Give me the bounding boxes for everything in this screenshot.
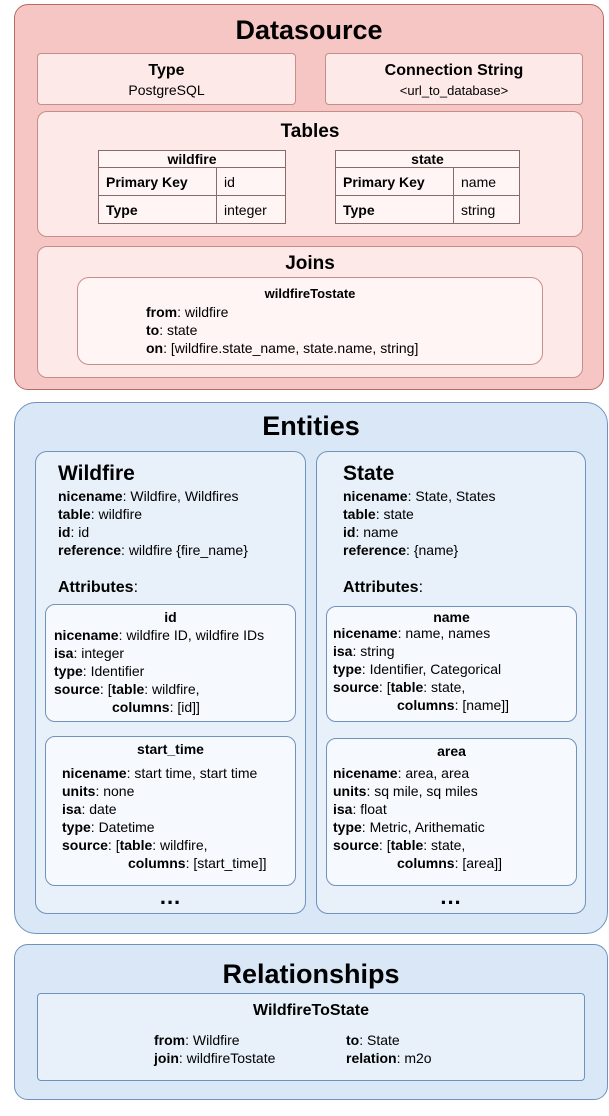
pk-value: id (217, 168, 286, 196)
table-name: state (336, 151, 520, 168)
entity-name: Wildfire (58, 462, 135, 485)
entity-nicename: nicename: Wildfire, Wildfires (58, 488, 239, 504)
attr-line: source: [table: state, (333, 679, 466, 695)
attr-line: columns: [start_time]] (128, 855, 267, 871)
entity-table: table: state (343, 506, 414, 522)
attr-line: columns: [area]] (397, 855, 503, 871)
entity-id: id: name (343, 524, 399, 540)
type-label: Type (336, 196, 454, 224)
type-label: Type (99, 196, 217, 224)
entity-name: State (343, 462, 395, 485)
attr-line: isa: date (62, 801, 117, 817)
pk-label: Primary Key (336, 168, 454, 196)
entities-panel (14, 402, 608, 934)
attr-line: type: Identifier, Categorical (333, 661, 502, 677)
attr-line: nicename: wildfire ID, wildfire IDs (54, 627, 265, 643)
joins-box (37, 246, 583, 378)
attribute-area (326, 738, 577, 886)
attr-line: nicename: area, area (333, 765, 470, 781)
relationship-name: WildfireToState (252, 1002, 369, 1019)
more-ellipsis: ... (159, 884, 182, 909)
attribute-name: start_time (137, 741, 204, 757)
table-name: wildfire (99, 151, 286, 168)
table-wildfire (98, 150, 286, 224)
entity-state (316, 451, 586, 914)
entity-table: table: wildfire (58, 506, 143, 522)
attribute-name: id (164, 609, 177, 625)
datasource-panel (14, 4, 604, 390)
join-card (77, 277, 543, 365)
attr-line: source: [table: state, (333, 837, 466, 853)
connection-value: <url_to_database> (399, 83, 509, 98)
type-value: string (454, 196, 520, 224)
attr-line: isa: integer (54, 645, 125, 661)
type-value: integer (217, 196, 286, 224)
attr-line: isa: float (333, 801, 387, 817)
entity-reference: reference: wildfire {fire_name} (58, 542, 248, 558)
relationship-to: to: State (346, 1032, 400, 1048)
pk-label: Primary Key (99, 168, 217, 196)
relationship-join: join: wildfireTostate (154, 1050, 276, 1066)
join-on: on: [wildfire.state_name, state.name, string] (146, 340, 419, 356)
entities-title: Entities (262, 411, 360, 441)
attr-line: columns: [id]] (112, 699, 200, 715)
entity-id: id: id (58, 524, 90, 540)
pk-value: name (454, 168, 520, 196)
relationship-card (37, 993, 585, 1081)
attribute-name: area (437, 743, 466, 759)
attr-line: units: none (62, 783, 135, 799)
tables-box (37, 111, 583, 237)
attr-line: source: [table: wildfire, (62, 837, 208, 853)
table-state (335, 150, 520, 224)
attr-line: type: Datetime (62, 819, 155, 835)
attr-line: type: Metric, Arithematic (333, 819, 485, 835)
relationships-panel (14, 944, 608, 1100)
attr-line: nicename: start time, start time (62, 765, 258, 781)
entity-nicename: nicename: State, States (343, 488, 496, 504)
attr-line: isa: string (333, 643, 395, 659)
tables-title: Tables (280, 121, 340, 142)
join-name: wildfireTostate (264, 286, 356, 301)
attribute-name-card (326, 606, 577, 722)
attr-line: type: Identifier (54, 663, 145, 679)
entity-reference: reference: {name} (343, 542, 459, 558)
attr-line: nicename: name, names (333, 625, 491, 641)
type-box (37, 53, 296, 105)
relationship-from: from: Wildfire (154, 1032, 240, 1048)
type-value: PostgreSQL (128, 82, 205, 98)
joins-title: Joins (285, 253, 335, 274)
relationships-title: Relationships (222, 959, 400, 989)
join-from: from: wildfire (146, 304, 229, 320)
attribute-name: name (433, 609, 470, 625)
attr-line: units: sq mile, sq miles (333, 783, 478, 799)
connection-box (325, 53, 583, 105)
connection-label: Connection String (384, 62, 524, 79)
attr-line: columns: [name]] (397, 697, 510, 713)
attributes-label: Attributes: (58, 579, 139, 596)
attr-line: source: [table: wildfire, (54, 681, 200, 697)
attributes-label: Attributes: (343, 579, 424, 596)
type-label: Type (148, 62, 185, 79)
relationship-relation: relation: m2o (346, 1050, 432, 1066)
entity-wildfire (35, 451, 306, 914)
attribute-start-time (45, 736, 296, 886)
attribute-id (45, 604, 296, 722)
join-to: to: state (146, 322, 198, 338)
datasource-title: Datasource (235, 15, 383, 45)
more-ellipsis: ... (440, 884, 462, 909)
